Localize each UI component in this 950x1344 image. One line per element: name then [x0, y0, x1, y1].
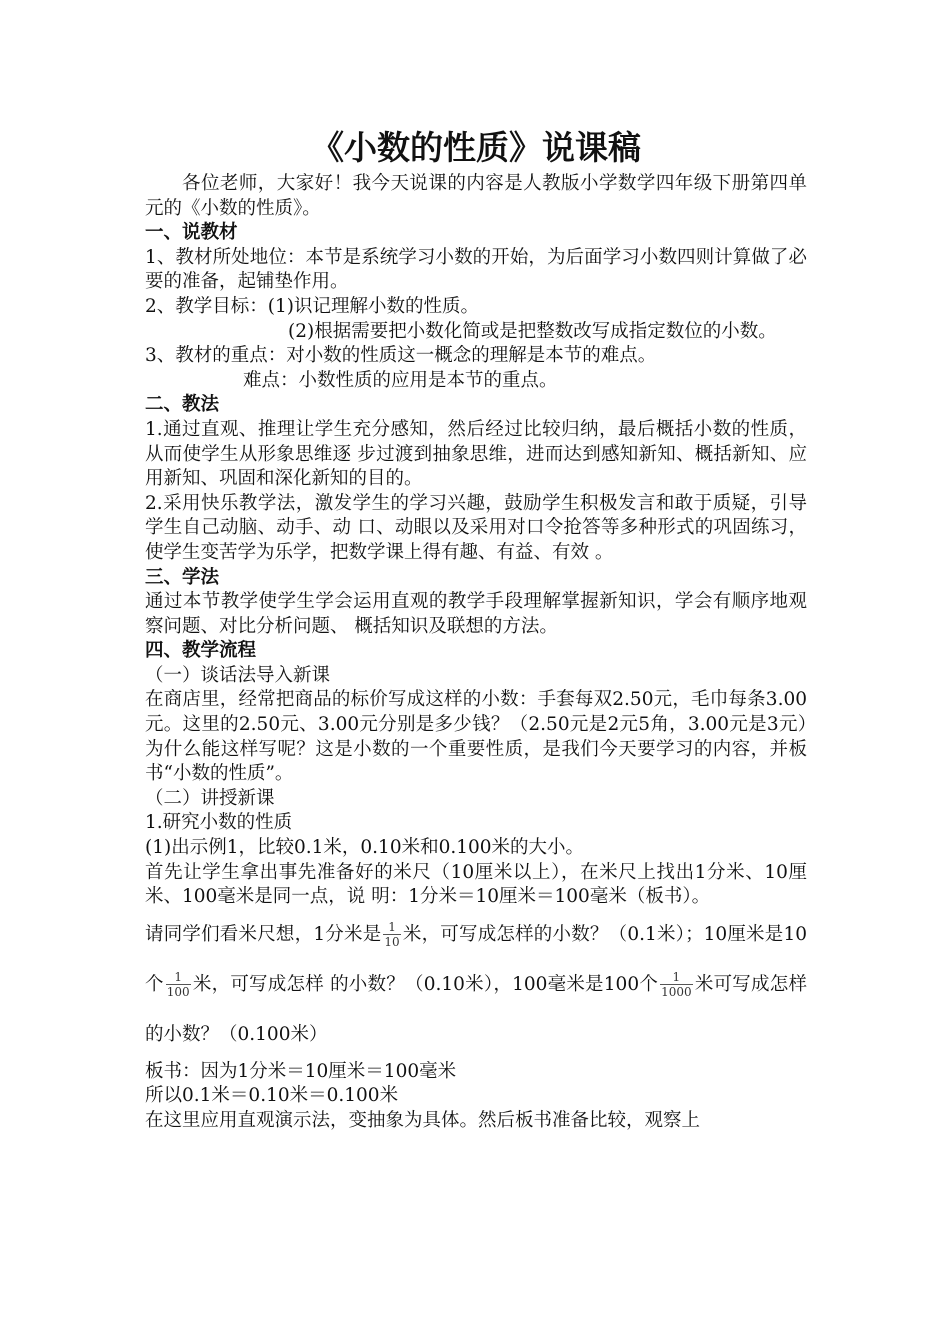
key-point: 3、教材的重点：对小数的性质这一概念的理解是本节的难点。 [145, 345, 657, 367]
demonstration-note: 在这里应用直观演示法，变抽象为具体。然后板书准备比较，观察上 [145, 1110, 701, 1131]
ruler-activity: 首先让学生拿出事先准备好的米尺（10厘米以上），在米尺上找出1分米、10厘米、100毫米是同一点，说 明：1分米＝10厘米＝100毫米（板书）。 [145, 861, 807, 908]
teaching-method-1: 1.通过直观、推理让学生充分感知，然后经过比较归纳，最后概括小数的性质，从而使学生从形象思维逐 步过渡到抽象思维，进而达到感知新知、概括新知、应用新知、巩固和深化新知的目的。 [145, 418, 807, 490]
study-decimal-property: 1.研究小数的性质 [145, 812, 293, 834]
subsection-new-lesson: （二）讲授新课 [145, 787, 275, 809]
difficult-point: 难点：小数性质的应用是本节的重点。 [243, 369, 558, 391]
learning-method: 通过本节教学使学生学会运用直观的教学手段理解掌握新知识，学会有顺序地观察问题、对比分析问题、 概括知识及联想的方法。 [145, 591, 807, 637]
teaching-method-2: 2.采用快乐教学法，激发学生的学习兴趣，鼓励学生积极发言和敢于质疑，引导学生自己动脑、动手、动 口、动眼以及采用对口令抢答等多种形式的巩固练习，使学生变苦学为乐学，把数学课上得有趣、有益、有效 。 [145, 492, 807, 563]
fraction-question-part-1: 请同学们看米尺想，1分米是 [145, 923, 382, 945]
textbook-position: 1、教材所处地位：本节是系统学习小数的开始，为后面学习小数四则计算做了必要的准备，起铺垫作用。 [145, 246, 807, 293]
document-title: 《小数的性质》说课稿 [311, 128, 641, 167]
teaching-goal-2: (2)根据需要把小数化简或是把整数改写成指定数位的小数。 [288, 320, 777, 342]
board-writing-2: 所以0.1米＝0.10米＝0.100米 [145, 1085, 399, 1107]
fraction-question-part-4: 米可写成怎样的小数？（0.100米） [145, 973, 807, 1045]
fraction-question-part-3: 米，可写成怎样 的小数？（0.10米），100毫米是100个 [192, 973, 659, 995]
intro-dialogue: 在商店里，经常把商品的标价写成这样的小数：手套每双2.50元，毛巾每条3.00元。这里的2.50元、3.00元分别是多少钱？（2.50元是2元5角，3.00元是3元）为什么能这样写呢？这是小数的一个重要性质，是我们今天要学习的内容，并板书“小数的性质”。 [145, 689, 807, 785]
section-heading-textbook: 一、说教材 [145, 222, 238, 244]
fraction-one-hundredth: $\frac{1}{100}$ [166, 970, 190, 1000]
subsection-intro: （一）谈话法导入新课 [145, 664, 331, 686]
example-1: (1)出示例1，比较0.1米，0.10米和0.100米的大小。 [145, 837, 585, 859]
teaching-goal-1: 2、教学目标：(1)识记理解小数的性质。 [145, 295, 479, 317]
fraction-question-part-2: 米，可写成怎样的小数？（0.1米）；10厘米是10个 [145, 923, 807, 995]
section-heading-teaching-method: 二、教法 [145, 394, 220, 416]
section-heading-teaching-process: 四、教学流程 [145, 640, 257, 662]
fraction-question [145, 910, 807, 1060]
section-heading-learning-method: 三、学法 [145, 566, 220, 588]
document-page [145, 126, 807, 1134]
fraction-one-tenth: $\frac{1}{10}$ [384, 920, 400, 950]
fraction-one-thousandth: $\frac{1}{1000}$ [661, 970, 692, 1000]
board-writing-1: 板书：因为1分米＝10厘米＝100毫米 [145, 1060, 457, 1082]
intro-paragraph: 各位老师，大家好！我今天说课的内容是人教版小学数学四年级下册第四单元的《小数的性质》。 [145, 173, 807, 219]
